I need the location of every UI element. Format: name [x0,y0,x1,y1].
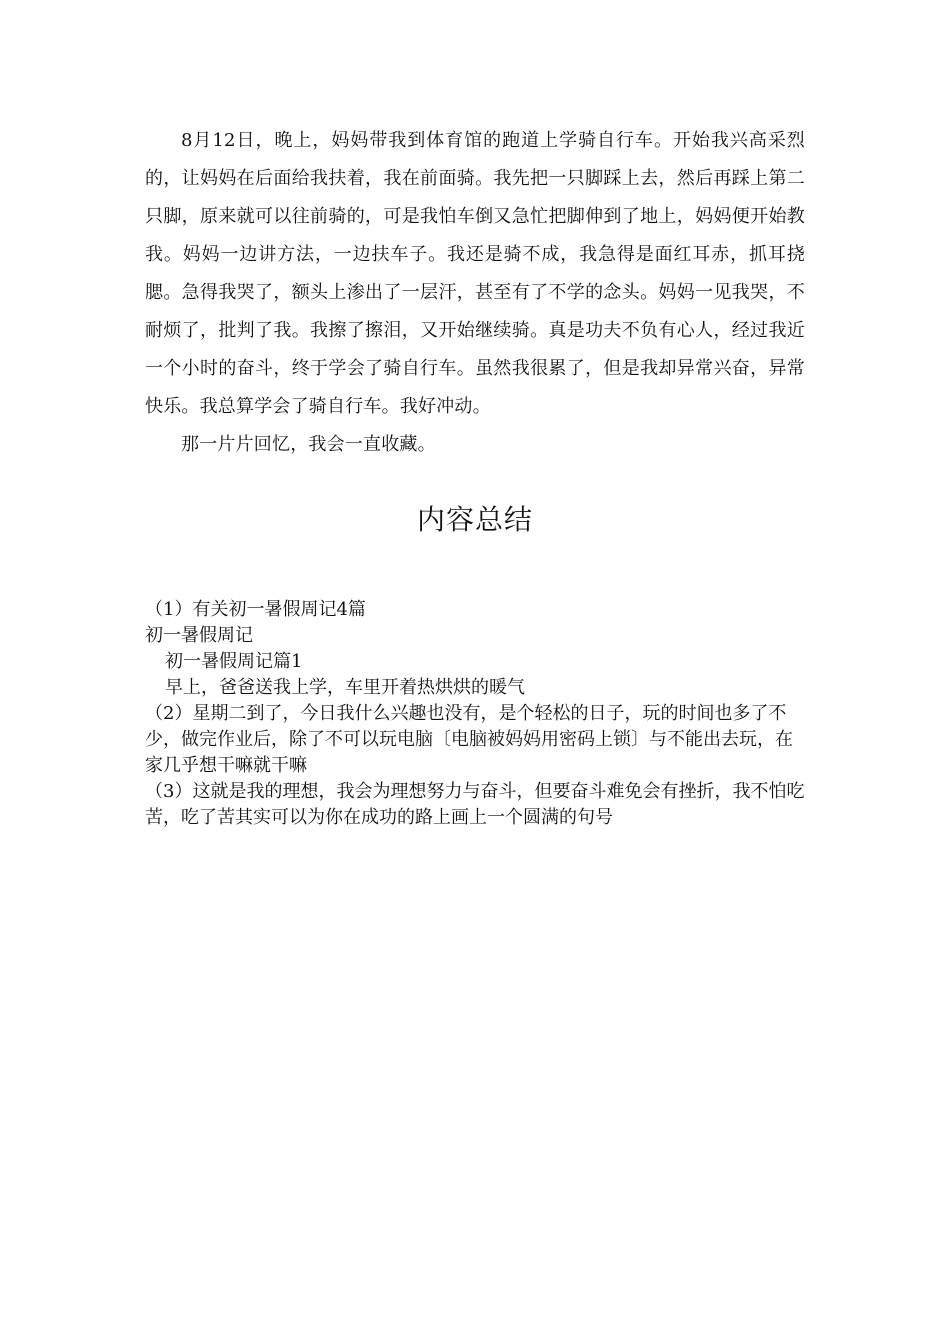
summary-line: （3）这就是我的理想，我会为理想努力与奋斗，但要奋斗难免会有挫折，我不怕吃苦，吃了苦其实可以为你在成功的路上画上一个圆满的句号 [145,781,805,828]
summary-line: 初一暑假周记 [145,625,253,646]
summary-line: 早上，爸爸送我上学，车里开着热烘烘的暖气 [165,677,525,698]
article-body [145,122,805,464]
summary-line: （2）星期二到了，今日我什么兴趣也没有，是个轻松的日子，玩的时间也多了不少，做完作业后，除了不可以玩电脑〔电脑被妈妈用密码上锁〕与不能出去玩，在家几乎想干嘛就干嘛 [145,703,793,776]
article-paragraph: 那一片片回忆，我会一直收藏。 [181,434,436,455]
summary-block [145,597,805,831]
summary-line: （1）有关初一暑假周记4篇 [145,599,366,620]
summary-title: 内容总结 [416,503,533,536]
article-paragraph: 8月12日，晚上，妈妈带我到体育馆的跑道上学骑自行车。开始我兴高采烈的，让妈妈在后面给我扶着，我在前面骑。我先把一只脚踩上去，然后再踩上第二只脚，原来就可以往前骑的，可是我怕车倒又急忙把脚伸到了地上，妈妈便开始教我。妈妈一边讲方法，一边扶车子。我还是骑不成，我急得是面红耳赤，抓耳挠腮。急得我哭了，额头上渗出了一层汗，甚至有了不学的念头。妈妈一见我哭，不耐烦了，批判了我。我擦了擦泪，又开始继续骑。真是功夫不负有心人，经过我近一个小时的奋斗，终于学会了骑自行车。虽然我很累了，但是我却异常兴奋，异常快乐。我总算学会了骑自行车。我好冲动。 [145,130,805,417]
summary-line: 初一暑假周记篇1 [165,651,303,672]
